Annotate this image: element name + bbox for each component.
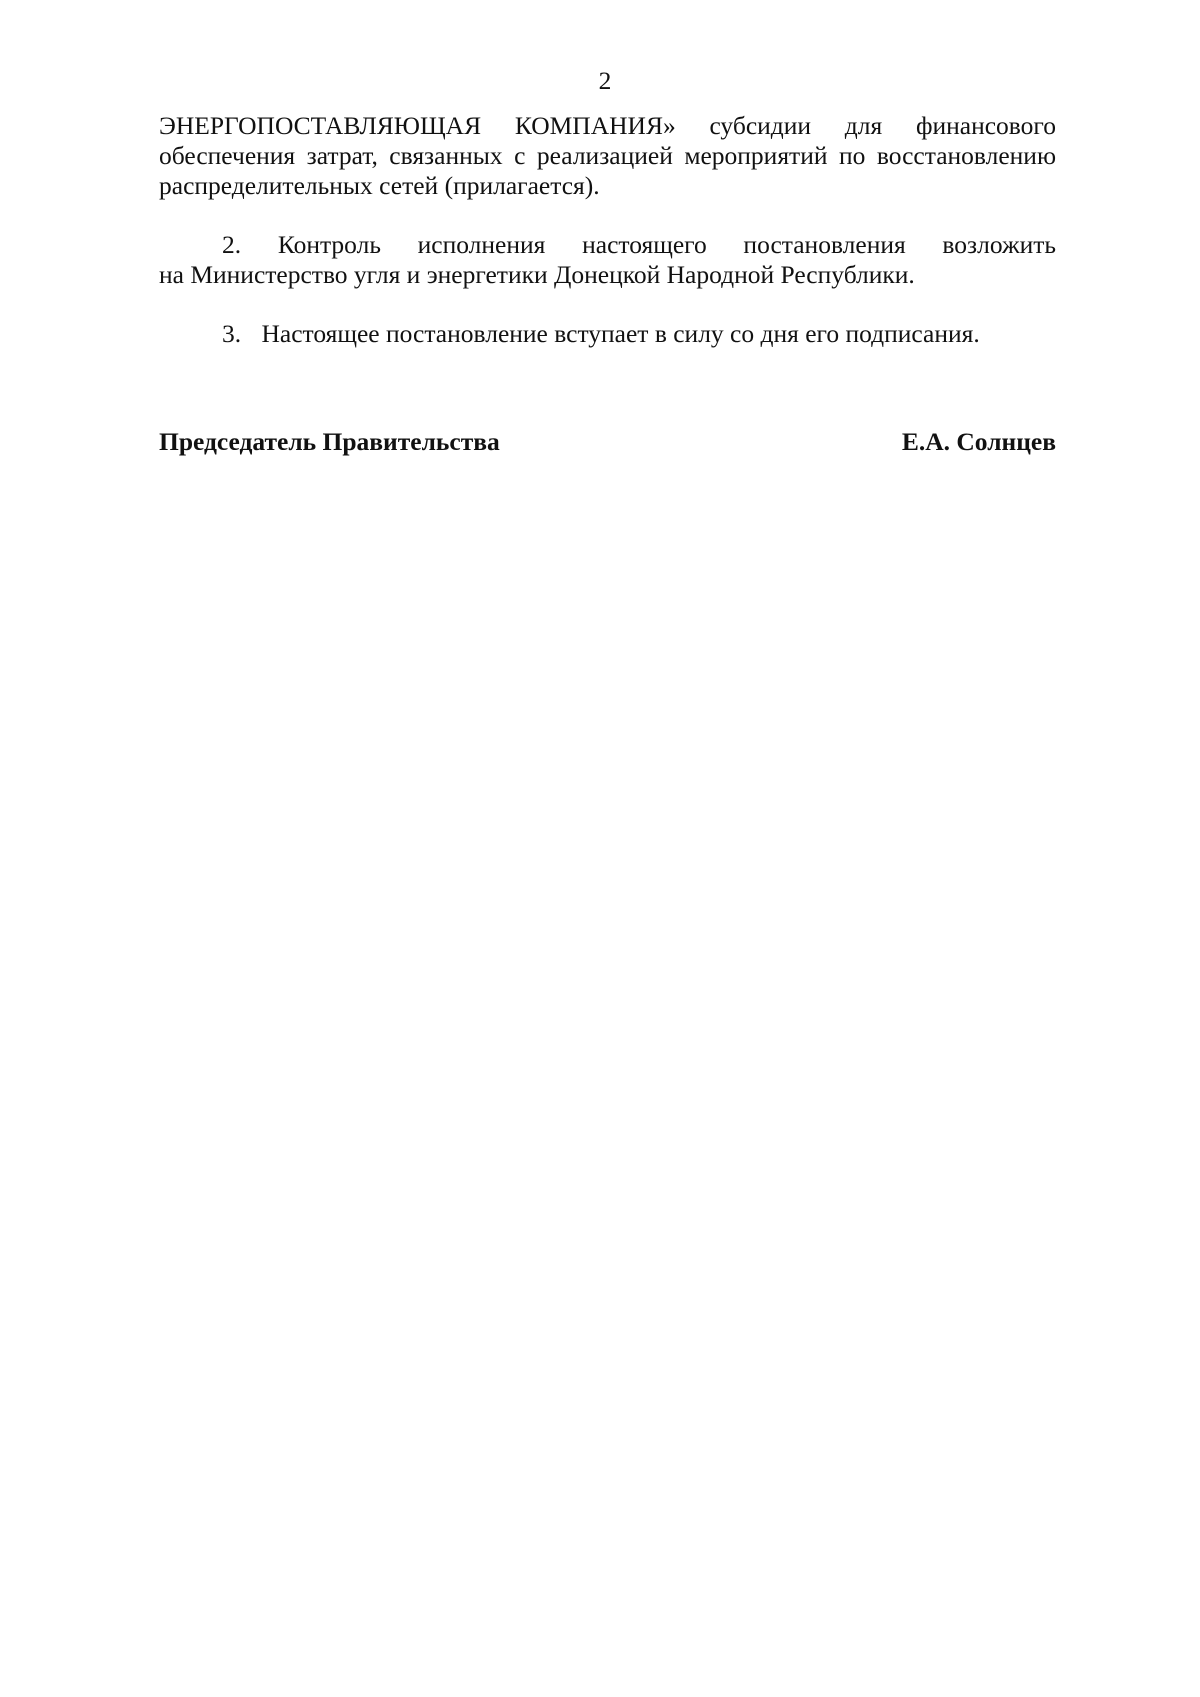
signature-name: Е.А. Солнцев bbox=[901, 427, 1056, 456]
paragraph-3-text: Настоящее постановление вступает в силу со дня его подписания. bbox=[261, 319, 980, 348]
signature-position: Председатель Правительства bbox=[159, 427, 500, 456]
paragraph-3 bbox=[222, 319, 1119, 349]
paragraph-2-line-1: 2. Контроль исполнения настоящего постановления возложить bbox=[222, 230, 1056, 259]
paragraph-1-line-3: распределительных сетей (прилагается). bbox=[159, 171, 600, 200]
paragraph-3-number: 3. bbox=[222, 319, 242, 348]
page-number: 2 bbox=[598, 66, 612, 95]
paragraph-2-line-2: на Министерство угля и энергетики Донецкой Народной Республики. bbox=[159, 260, 915, 289]
paragraph-1-line-1: ЭНЕРГОПОСТАВЛЯЮЩАЯ КОМПАНИЯ» субсидии для финансового bbox=[159, 111, 1056, 140]
paragraph-1-line-2: обеспечения затрат, связанных с реализацией мероприятий по восстановлению bbox=[159, 141, 1056, 170]
